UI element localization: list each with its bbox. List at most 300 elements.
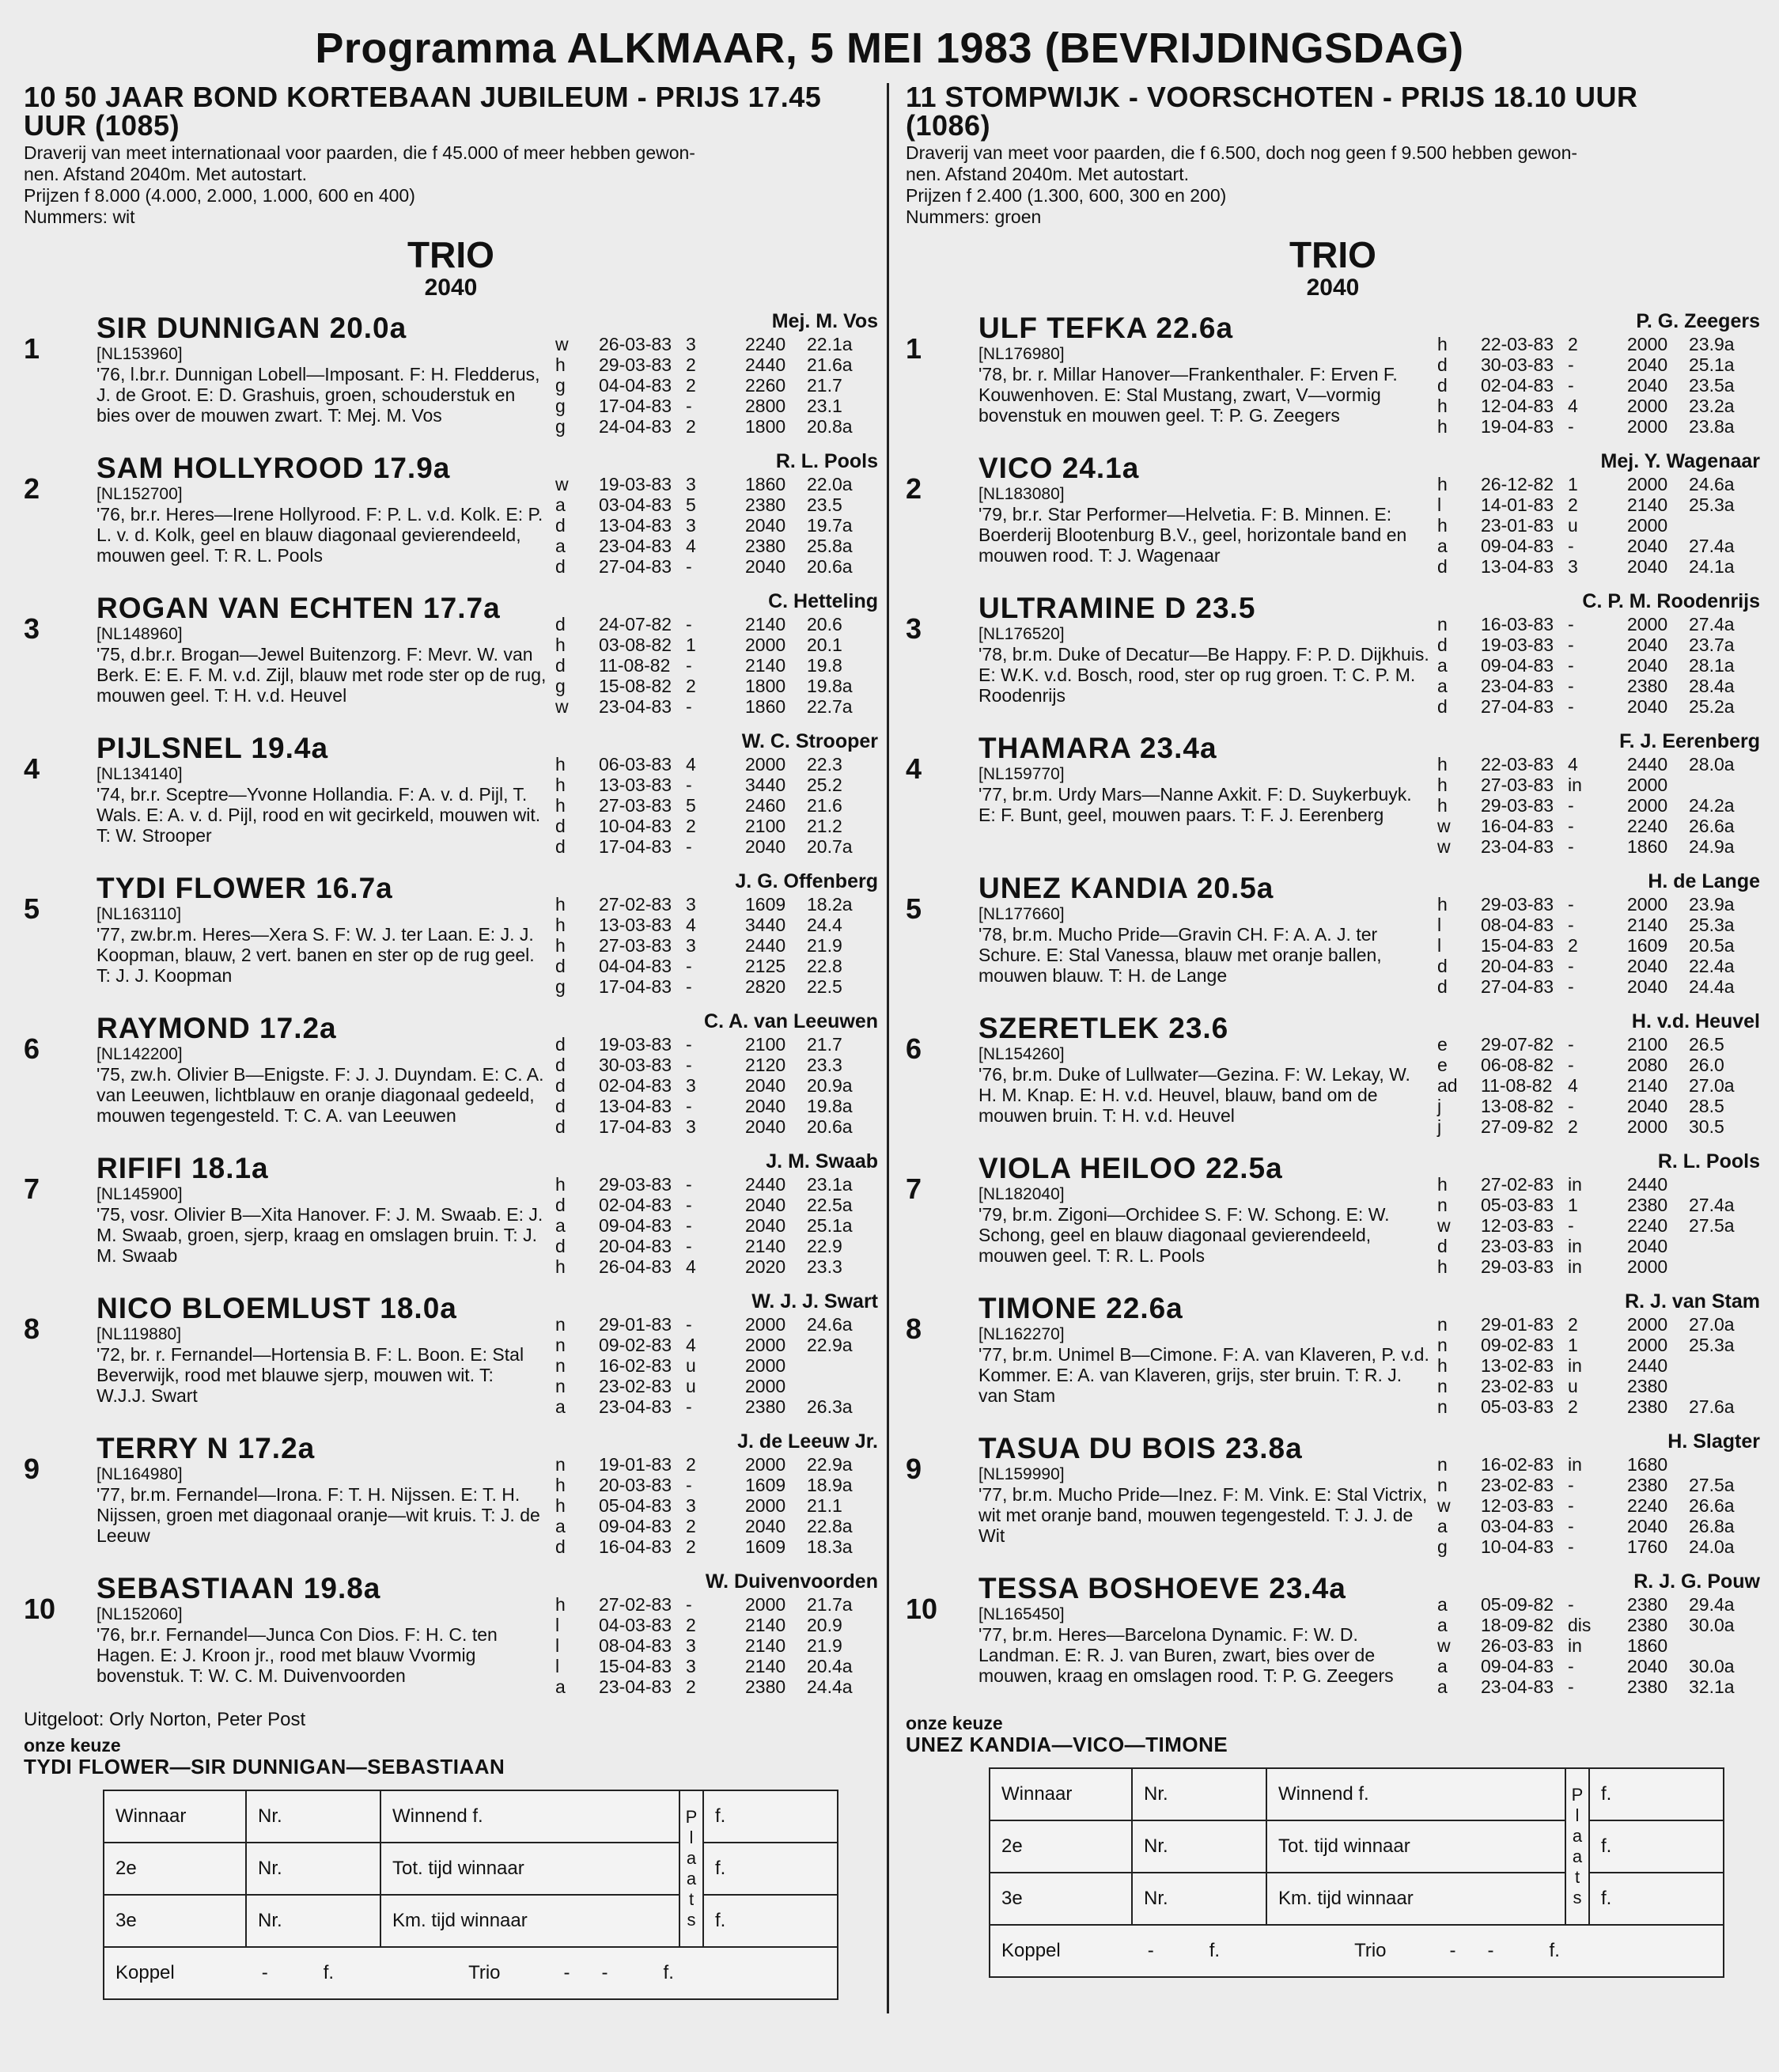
result-form-row	[990, 1820, 1724, 1873]
start-number: 5	[24, 892, 40, 925]
finish-place: -	[1568, 375, 1574, 396]
track-code: d	[555, 655, 566, 676]
race-description-line: Draverij van meet internationaal voor paarden, die f 45.000 of meer hebben gewon-	[24, 142, 695, 163]
finish-place: -	[1568, 655, 1574, 676]
horse-details: '79, br.m. Zigoni—Orchidee S. F: W. Schong. E: W. Schong, geel en blauw diagonaal gevierendeeld, mouwen geel. T: R. L. Pools	[978, 1204, 1390, 1266]
result-form-amount-input[interactable]: f.	[1589, 1768, 1724, 1820]
performance-row	[555, 1236, 876, 1256]
result-form-cell-winnend: Winnend f.	[1266, 1768, 1565, 1820]
race-header: 10 50 JAAR BOND KORTEBAAN JUBILEUM - PRIJS 17.45	[24, 81, 822, 113]
finish-place: -	[1568, 614, 1574, 634]
horse-entry	[24, 1569, 878, 1709]
performance-row	[1437, 1594, 1758, 1615]
race-distance: 2020	[745, 1256, 786, 1277]
track-code: d	[1437, 375, 1448, 396]
start-number: 5	[906, 892, 922, 925]
race-time: 21.9	[807, 1635, 842, 1656]
race-date: 23-04-83	[599, 536, 672, 556]
performance-table	[1437, 614, 1758, 717]
finish-place: 2	[686, 375, 696, 396]
horse-name: VIOLA HEILOO 22.5a	[978, 1152, 1283, 1184]
track-code: d	[555, 1116, 566, 1137]
start-number: 4	[906, 752, 922, 785]
race-distance: 2140	[1627, 494, 1668, 515]
performance-row	[1437, 676, 1758, 696]
race-time: 25.3a	[1689, 494, 1735, 515]
track-code: a	[555, 494, 566, 515]
entries-list	[906, 309, 1760, 1709]
registration-number: [NL176980]	[978, 345, 1065, 363]
race-distance: 1800	[745, 676, 786, 696]
race-distance: 2380	[745, 1396, 786, 1417]
finish-place: 5	[686, 795, 696, 816]
track-code: g	[555, 976, 566, 997]
race-distance: 2000	[1627, 894, 1668, 915]
finish-place: -	[1568, 1516, 1574, 1536]
performance-row	[555, 1454, 876, 1475]
track-code: d	[555, 1195, 566, 1215]
race-distance: 2000	[745, 1355, 786, 1376]
race-time: 18.2a	[807, 894, 853, 915]
result-form	[906, 1767, 1760, 1978]
race-description-line: nen. Afstand 2040m. Met autostart.	[24, 164, 307, 184]
koppel-label: Koppel	[1001, 1940, 1061, 1961]
horse-entry	[24, 1429, 878, 1569]
result-form-cell-tot_tijd: Tot. tijd winnaar	[1266, 1820, 1565, 1873]
race-date: 10-04-83	[599, 816, 672, 836]
start-number: 10	[906, 1593, 938, 1625]
track-code: d	[555, 556, 566, 577]
horse-name: PIJLSNEL 19.4a	[97, 732, 329, 764]
race-date: 09-04-83	[1481, 655, 1554, 676]
performance-row	[1437, 416, 1758, 437]
performance-row	[1437, 1656, 1758, 1676]
registration-number: [NL159770]	[978, 765, 1065, 783]
track-code: d	[1437, 634, 1448, 655]
horse-entry	[906, 1289, 1760, 1429]
race-date: 26-03-83	[599, 334, 672, 354]
race-date: 13-04-83	[1481, 556, 1554, 577]
performance-row	[1437, 1256, 1758, 1277]
track-code: d	[1437, 1236, 1448, 1256]
finish-place: 1	[1568, 474, 1578, 494]
race-date: 27-04-83	[599, 556, 672, 577]
track-code: h	[555, 795, 566, 816]
track-code: a	[1437, 536, 1448, 556]
finish-place: 3	[686, 894, 696, 915]
race-date: 15-04-83	[1481, 935, 1554, 956]
koppel-label: Koppel	[115, 1962, 175, 1983]
finish-place: -	[1568, 1656, 1574, 1676]
performance-row	[555, 1495, 876, 1516]
performance-row	[555, 1116, 876, 1137]
driver-name: W. Duivenvoorden	[705, 1570, 878, 1593]
performance-table	[555, 1594, 876, 1697]
race-distance: 2440	[1627, 1174, 1668, 1195]
track-code: ad	[1437, 1075, 1458, 1096]
performance-row	[1437, 655, 1758, 676]
horse-details: '77, br.m. Unimel B—Cimone. F: A. van Klaveren, P. v.d. Kommer. E: A. van Klaveren, grijs, ster bruin. T: R. J. van Stam	[978, 1344, 1429, 1406]
performance-row	[555, 1174, 876, 1195]
race-distance: 2440	[745, 935, 786, 956]
registration-number: [NL145900]	[97, 1185, 183, 1203]
race-distance: 2000	[1627, 1314, 1668, 1335]
race-distance: 2040	[745, 556, 786, 577]
race-distance: 2240	[1627, 1215, 1668, 1236]
race-distance: 2140	[745, 1656, 786, 1676]
registration-number: [NL152700]	[97, 485, 183, 503]
start-number: 6	[24, 1032, 40, 1065]
race-distance: 2080	[1627, 1055, 1668, 1075]
race-time: 21.6a	[807, 354, 853, 375]
race-date: 17-04-83	[599, 396, 672, 416]
race-footer	[906, 1714, 1760, 1756]
trio-heading: TRIO	[407, 234, 494, 275]
horse-details: '78, br.m. Mucho Pride—Gravin CH. F: A. A. J. ter Schure. E: Stal Vanessa, blauw met oranje ballen, mouwen blauw. T: H. de Lange	[978, 924, 1382, 986]
race-date: 30-03-83	[1481, 354, 1554, 375]
track-code: w	[555, 334, 569, 354]
race-time: 20.6	[807, 614, 842, 634]
distance-heading: 2040	[1306, 275, 1360, 301]
race-date: 22-03-83	[1481, 334, 1554, 354]
finish-place: -	[1568, 1055, 1574, 1075]
track-code: d	[555, 956, 566, 976]
result-form-amount-input[interactable]: f.	[703, 1843, 838, 1895]
horse-name: ULTRAMINE D 23.5	[978, 592, 1256, 624]
track-code: w	[1437, 836, 1451, 857]
race-time: 25.2	[807, 775, 842, 795]
race-distance: 2240	[1627, 816, 1668, 836]
finish-place: dis	[1568, 1615, 1592, 1635]
track-code: e	[1437, 1055, 1448, 1075]
finish-place: -	[686, 1475, 692, 1495]
finish-place: 3	[686, 1116, 696, 1137]
distance-heading: 2040	[424, 275, 478, 301]
performance-row	[1437, 354, 1758, 375]
track-code: a	[555, 536, 566, 556]
finish-place: -	[1568, 1495, 1574, 1516]
track-code: d	[1437, 976, 1448, 997]
finish-place: 3	[686, 1495, 696, 1516]
performance-row	[555, 1335, 876, 1355]
performance-row	[1437, 556, 1758, 577]
track-code: e	[1437, 1034, 1448, 1055]
race-time: 22.5a	[807, 1195, 853, 1215]
finish-place: -	[1568, 1096, 1574, 1116]
track-code: j	[1437, 1116, 1442, 1137]
race-column-1085	[24, 83, 878, 2000]
race-date: 23-02-83	[1481, 1475, 1554, 1495]
track-code: j	[1437, 1096, 1442, 1116]
race-date: 15-04-83	[599, 1656, 672, 1676]
result-form-cell-derde: 3e	[990, 1873, 1132, 1925]
performance-table	[1437, 334, 1758, 437]
performance-row	[555, 1355, 876, 1376]
performance-row	[1437, 1215, 1758, 1236]
finish-place: -	[1568, 696, 1574, 717]
result-form-row	[990, 1873, 1724, 1925]
horse-name: ROGAN VAN ECHTEN 17.7a	[97, 592, 501, 624]
result-form	[24, 1790, 878, 2000]
race-date: 27-02-83	[599, 894, 672, 915]
result-form-cell-km_tijd: Km. tijd winnaar	[380, 1895, 679, 1947]
race-date: 29-03-83	[1481, 894, 1554, 915]
race-distance: 2000	[745, 634, 786, 655]
horse-name: TERRY N 17.2a	[97, 1432, 316, 1464]
result-form-cell-derde: 3e	[104, 1895, 246, 1947]
horse-entry	[906, 309, 1760, 449]
race-date: 29-01-83	[1481, 1314, 1554, 1335]
track-code: g	[555, 396, 566, 416]
horse-details: '75, vosr. Olivier B—Xita Hanover. F: J. M. Swaab. E: J. M. Swaab, groen, sjerp, kraag en omslagen bruin. T: J. M. Swaab	[97, 1204, 543, 1266]
result-form-row	[990, 1768, 1724, 1820]
finish-place: 4	[686, 536, 696, 556]
track-code: w	[1437, 1215, 1451, 1236]
start-number: 1	[906, 332, 922, 365]
race-distance: 2040	[745, 515, 786, 536]
race-header-number: UUR (1085)	[24, 109, 180, 142]
trio-heading: TRIO	[1289, 234, 1376, 275]
finish-place: 1	[686, 634, 696, 655]
result-form-amount-input[interactable]: f.	[1589, 1873, 1724, 1925]
performance-row	[1437, 696, 1758, 717]
performance-row	[555, 1635, 876, 1656]
plaats-letter: a	[1572, 1826, 1583, 1846]
race-date: 15-08-82	[599, 676, 672, 696]
race-date: 13-03-83	[599, 775, 672, 795]
horse-details: '77, br.m. Fernandel—Irona. F: T. H. Nijssen. E: T. H. Nijssen, groen met diagonaal oranje—wit kruis. T: J. de Leeuw	[97, 1484, 540, 1546]
race-date: 06-03-83	[599, 754, 672, 775]
finish-place: 2	[1568, 334, 1578, 354]
track-code: h	[555, 915, 566, 935]
performance-row	[555, 416, 876, 437]
race-distance: 2240	[1627, 1495, 1668, 1516]
performance-table	[1437, 1174, 1758, 1277]
track-code: w	[555, 696, 569, 717]
finish-place: 4	[686, 1335, 696, 1355]
finish-place: 2	[686, 1615, 696, 1635]
race-distance: 2040	[1627, 655, 1668, 676]
race-time: 22.9a	[807, 1454, 853, 1475]
race-time: 23.1a	[807, 1174, 853, 1195]
track-code: d	[555, 1236, 566, 1256]
race-time: 22.3	[807, 754, 842, 775]
race-date: 19-01-83	[599, 1454, 672, 1475]
race-date: 27-09-82	[1481, 1116, 1554, 1137]
registration-number: [NL153960]	[97, 345, 183, 363]
registration-number: [NL183080]	[978, 485, 1065, 503]
our-choice-label: onze keuze	[24, 1735, 121, 1756]
race-distance: 2000	[1627, 515, 1668, 536]
finish-place: in	[1568, 775, 1582, 795]
registration-number: [NL154260]	[978, 1045, 1065, 1063]
race-distance: 2000	[745, 1376, 786, 1396]
start-number: 9	[906, 1453, 922, 1485]
race-date: 29-07-82	[1481, 1034, 1554, 1055]
race-distance: 2040	[745, 1516, 786, 1536]
race-description-line: Nummers: groen	[906, 206, 1042, 227]
finish-place: u	[686, 1376, 696, 1396]
race-date: 03-04-83	[599, 494, 672, 515]
race-distance: 1860	[745, 474, 786, 494]
registration-number: [NL165450]	[978, 1605, 1065, 1623]
finish-place: -	[1568, 676, 1574, 696]
result-form-amount-input[interactable]: f.	[1589, 1820, 1724, 1873]
finish-place: -	[1568, 795, 1574, 816]
driver-name: W. J. J. Swart	[751, 1290, 878, 1313]
race-time: 22.7a	[807, 696, 853, 717]
race-distance: 2040	[1627, 1096, 1668, 1116]
race-date: 09-04-83	[599, 1516, 672, 1536]
start-number: 8	[24, 1313, 40, 1345]
horse-details: '72, br. r. Fernandel—Hortensia B. F: L. Boon. E: Stal Beverwijk, rood met blauwe sjerp, mouwen wit. T: W.J.J. Swart	[97, 1344, 524, 1406]
koppel-trio-cell[interactable]	[990, 1925, 1724, 1977]
performance-row	[555, 956, 876, 976]
plaats-letter: P	[1571, 1785, 1584, 1805]
race-date: 05-03-83	[1481, 1195, 1554, 1215]
race-time: 23.9a	[1689, 894, 1735, 915]
performance-row	[555, 935, 876, 956]
race-distance: 1800	[745, 416, 786, 437]
track-code: l	[1437, 915, 1442, 935]
performance-table	[555, 1454, 876, 1557]
race-distance: 2140	[1627, 1075, 1668, 1096]
start-number: 2	[906, 472, 922, 505]
performance-row	[1437, 536, 1758, 556]
finish-place: 3	[686, 1656, 696, 1676]
race-time: 28.1a	[1689, 655, 1735, 676]
performance-row	[1437, 976, 1758, 997]
race-distance: 2440	[745, 354, 786, 375]
performance-row	[1437, 816, 1758, 836]
koppel-dash: -	[261, 1962, 268, 1983]
track-code: d	[555, 614, 566, 634]
race-date: 26-03-83	[1481, 1635, 1554, 1656]
track-code: h	[1437, 775, 1448, 795]
race-date: 03-08-82	[599, 634, 672, 655]
performance-row	[555, 795, 876, 816]
race-distance: 2040	[1627, 375, 1668, 396]
driver-name: F. J. Eerenberg	[1619, 730, 1760, 752]
horse-details: '77, zw.br.m. Heres—Xera S. F: W. J. ter Laan. E: J. J. Koopman, blauw, 2 vert. banen en ster op de rug geel. T: J. J. Koopman	[97, 924, 535, 986]
finish-place: in	[1568, 1355, 1582, 1376]
performance-row	[1437, 935, 1758, 956]
horse-details: '77, br.m. Heres—Barcelona Dynamic. F: W. D. Landman. E: R. J. van Buren, zwart, bies over de mouwen, kraag en omslagen rood. T: P. G. Zeegers	[978, 1624, 1394, 1686]
race-time: 21.7a	[807, 1594, 853, 1615]
race-time: 25.2a	[1689, 696, 1735, 717]
race-date: 08-04-83	[599, 1635, 672, 1656]
horse-details: '77, br.m. Mucho Pride—Inez. F: M. Vink. E: Stal Victrix, wit met oranje band, mouwen tegengesteld. T: J. J. de Wit	[978, 1484, 1428, 1546]
track-code: w	[1437, 1495, 1451, 1516]
track-code: h	[1437, 396, 1448, 416]
race-time: 22.9	[807, 1236, 842, 1256]
race-date: 09-02-83	[599, 1335, 672, 1355]
finish-place: -	[686, 696, 692, 717]
result-form-amount-input[interactable]: f.	[703, 1790, 838, 1843]
track-code: n	[1437, 1376, 1448, 1396]
result-form-cell-nr: Nr.	[1132, 1820, 1266, 1873]
finish-place: 4	[686, 754, 696, 775]
race-date: 29-03-83	[1481, 1256, 1554, 1277]
trio-f: f.	[1549, 1940, 1560, 1961]
finish-place: 2	[1568, 1116, 1578, 1137]
race-date: 12-04-83	[1481, 396, 1554, 416]
finish-place: -	[1568, 416, 1574, 437]
race-date: 03-04-83	[1481, 1516, 1554, 1536]
performance-row	[1437, 1536, 1758, 1557]
race-time: 30.0a	[1689, 1656, 1735, 1676]
track-code: a	[555, 1516, 566, 1536]
race-distance: 1609	[1627, 935, 1668, 956]
horse-details: '74, br.r. Sceptre—Yvonne Hollandia. F: A. v. d. Pijl, T. Wals. E: A. v. d. Pijl, rood en wit gecirkeld, mouwen wit. T: W. Strooper	[97, 784, 541, 846]
horse-entry	[906, 729, 1760, 869]
race-date: 16-02-83	[599, 1355, 672, 1376]
race-distance: 1860	[1627, 1635, 1668, 1656]
track-code: h	[1437, 1174, 1448, 1195]
performance-row	[1437, 1174, 1758, 1195]
race-time: 20.9	[807, 1615, 842, 1635]
race-time: 20.6a	[807, 1116, 853, 1137]
race-distance: 2000	[745, 1495, 786, 1516]
race-date: 13-04-83	[599, 1096, 672, 1116]
race-column-1086	[906, 83, 1760, 1978]
performance-row	[555, 614, 876, 634]
performance-row	[555, 1215, 876, 1236]
race-distance: 2000	[1627, 334, 1668, 354]
race-distance: 1860	[745, 696, 786, 717]
track-code: l	[555, 1656, 560, 1676]
driver-name: Mej. Y. Wagenaar	[1600, 450, 1760, 472]
race-distance: 2000	[1627, 396, 1668, 416]
performance-row	[555, 1314, 876, 1335]
plaats-letter: l	[1575, 1805, 1580, 1825]
horse-entry	[24, 729, 878, 869]
race-distance: 2440	[1627, 1355, 1668, 1376]
performance-row	[1437, 494, 1758, 515]
track-code: a	[555, 1215, 566, 1236]
race-date: 04-04-83	[599, 956, 672, 976]
race-date: 26-04-83	[599, 1256, 672, 1277]
performance-row	[555, 1656, 876, 1676]
finish-place: -	[1568, 915, 1574, 935]
race-time: 28.5	[1689, 1096, 1724, 1116]
race-date: 17-04-83	[599, 836, 672, 857]
registration-number: [NL177660]	[978, 905, 1065, 923]
race-time: 22.1a	[807, 334, 853, 354]
result-form-table	[103, 1790, 838, 2000]
track-code: n	[555, 1335, 566, 1355]
performance-row	[555, 1536, 876, 1557]
race-distance: 2120	[745, 1055, 786, 1075]
race-date: 20-03-83	[599, 1475, 672, 1495]
race-date: 08-04-83	[1481, 915, 1554, 935]
race-distance: 2820	[745, 976, 786, 997]
performance-row	[1437, 1454, 1758, 1475]
performance-row	[555, 1475, 876, 1495]
race-date: 26-12-82	[1481, 474, 1554, 494]
track-code: d	[555, 1055, 566, 1075]
race-distance: 2380	[745, 494, 786, 515]
race-time: 23.3	[807, 1055, 842, 1075]
finish-place: in	[1568, 1454, 1582, 1475]
track-code: d	[1437, 556, 1448, 577]
koppel-trio-cell[interactable]	[104, 1947, 838, 1999]
result-form-amount-input[interactable]: f.	[703, 1895, 838, 1947]
race-date: 05-09-82	[1481, 1594, 1554, 1615]
registration-number: [NL163110]	[97, 905, 182, 923]
performance-row	[1437, 1236, 1758, 1256]
finish-place: in	[1568, 1174, 1582, 1195]
